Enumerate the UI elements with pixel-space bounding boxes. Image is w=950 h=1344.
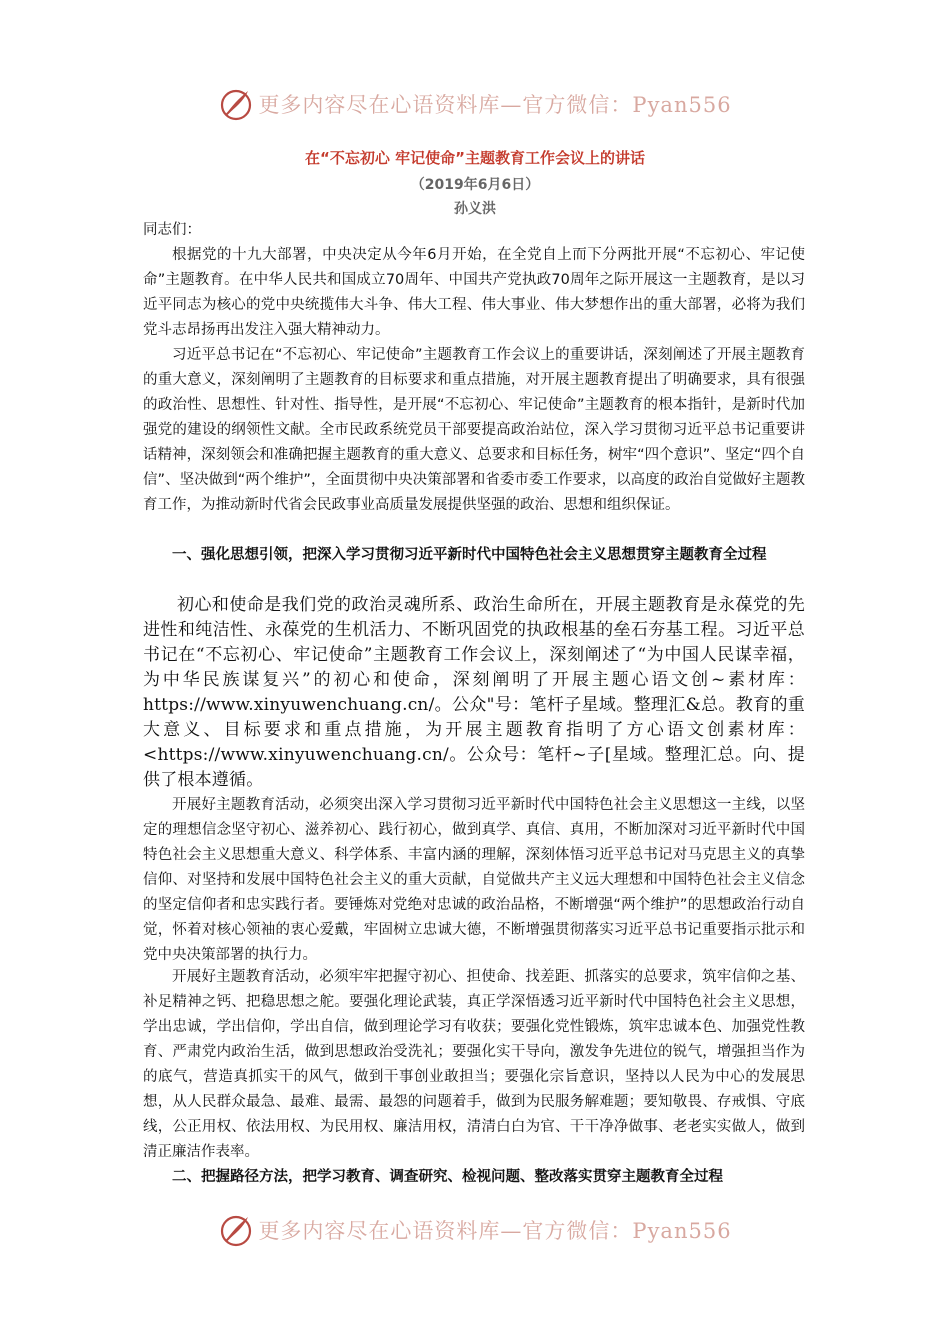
speech-title: 在“不忘初心 牢记使命”主题教育工作会议上的讲话 bbox=[305, 149, 645, 167]
salutation: 同志们： bbox=[143, 222, 201, 238]
section-heading-1: 一、强化思想引领，把深入学习贯彻习近平新时代中国特色社会主义思想贯穿主题教育全过程 bbox=[172, 547, 767, 563]
watermark-banner-top bbox=[0, 84, 950, 124]
watermark-text: 更多内容尽在心语资料库—官方微信：Pyan556 bbox=[258, 93, 732, 117]
section-heading-2: 二、把握路径方法，把学习教育、调查研究、检视问题、整改落实贯穿主题教育全过程 bbox=[172, 1169, 723, 1185]
speech-author: 孙义洪 bbox=[454, 201, 496, 217]
paragraph-3: 初心和使命是我们党的政治灵魂所系、政治生命所在，开展主题教育是永葆党的先进性和纯洁性、永葆党的生机活力、不断巩固党的执政根基的垒石夯基工程。习近平总书记在“不忘初心、牢记使命”主题教育工作会议上，深刻阐述了“为中国人民谋幸福，为中华民族谋复兴”的初心和使命，深刻阐明了开展主题心语文创~素材库：https://www.xinyuwenchuang.cn/。公众"号：笔杆子星域。整理汇&总。教育的重大意义、目标要求和重点措施，为开展主题教育指明了方心语文创素材库：<https://www.xinyuwenchuang.cn/。公众号：笔杆~子[星域。整理汇总。向、提供了根本遵循。 bbox=[143, 595, 805, 790]
quill-pen-circle-icon bbox=[218, 86, 254, 122]
paragraph-2: 习近平总书记在“不忘初心、牢记使命”主题教育工作会议上的重要讲话，深刻阐述了开展主题教育的重大意义，深刻阐明了主题教育的目标要求和重点措施，对开展主题教育提出了明确要求，具有很强的政治性、思想性、针对性、指导性，是开展“不忘初心、牢记使命”主题教育的根本指针，是新时代加强党的建设的纲领性文献。全市民政系统党员干部要提高政治站位，深入学习贯彻习近平总书记重要讲话精神，深刻领会和准确把握主题教育的重大意义、总要求和目标任务，树牢“四个意识”、坚定“四个自信”、坚决做到“两个维护”，全面贯彻中央决策部署和省委市委工作要求，以高度的政治自觉做好主题教育工作，为推动新时代省会民政事业高质量发展提供坚强的政治、思想和组织保证。 bbox=[143, 347, 805, 513]
watermark-banner-bottom bbox=[0, 1210, 950, 1250]
paragraph-4: 开展好主题教育活动，必须突出深入学习贯彻习近平新时代中国特色社会主义思想这一主线，以坚定的理想信念坚守初心、滋养初心、践行初心，做到真学、真信、真用，不断加深对习近平新时代中国特色社会主义思想重大意义、科学体系、丰富内涵的理解，深刻体悟习近平总书记对马克思主义的真挚信仰、对坚持和发展中国特色社会主义的重大贡献，自觉做共产主义远大理想和中国特色社会主义信念的坚定信仰者和忠实践行者。要锤炼对党绝对忠诚的政治品格，不断增强“两个维护”的思想政治行动自觉，怀着对核心领袖的衷心爱戴，牢固树立忠诚大德，不断增强贯彻落实习近平总书记重要指示批示和党中央决策部署的执行力。 bbox=[143, 797, 805, 963]
paragraph-1: 根据党的十九大部署，中央决定从今年6月开始，在全党自上而下分两批开展“不忘初心、牢记使命”主题教育。在中华人民共和国成立70周年、中国共产党执政70周年之际开展这一主题教育，是以习近平同志为核心的党中央统揽伟大斗争、伟大工程、伟大事业、伟大梦想作出的重大部署，必将为我们党斗志昂扬再出发注入强大精神动力。 bbox=[143, 247, 805, 338]
watermark-text: 更多内容尽在心语资料库—官方微信：Pyan556 bbox=[258, 1219, 732, 1243]
quill-pen-circle-icon bbox=[218, 1212, 254, 1248]
paragraph-5: 开展好主题教育活动，必须牢牢把握守初心、担使命、找差距、抓落实的总要求，筑牢信仰之基、补足精神之钙、把稳思想之舵。要强化理论武装，真正学深悟透习近平新时代中国特色社会主义思想，学出忠诚，学出信仰，学出自信，做到理论学习有收获；要强化党性锻炼，筑牢忠诚本色、加强党性教育、严肃党内政治生活，做到思想政治受洗礼；要强化实干导向，激发争先进位的锐气，增强担当作为的底气，营造真抓实干的风气，做到干事创业敢担当；要强化宗旨意识，坚持以人民为中心的发展思想，从人民群众最急、最难、最需、最怨的问题着手，做到为民服务解难题；要知敬畏、存戒惧、守底线，公正用权、依法用权、为民用权、廉洁用权，清清白白为官、干干净净做事、老老实实做人，做到清正廉洁作表率。 bbox=[143, 969, 805, 1160]
speech-date: （2019年6月6日） bbox=[410, 177, 540, 193]
